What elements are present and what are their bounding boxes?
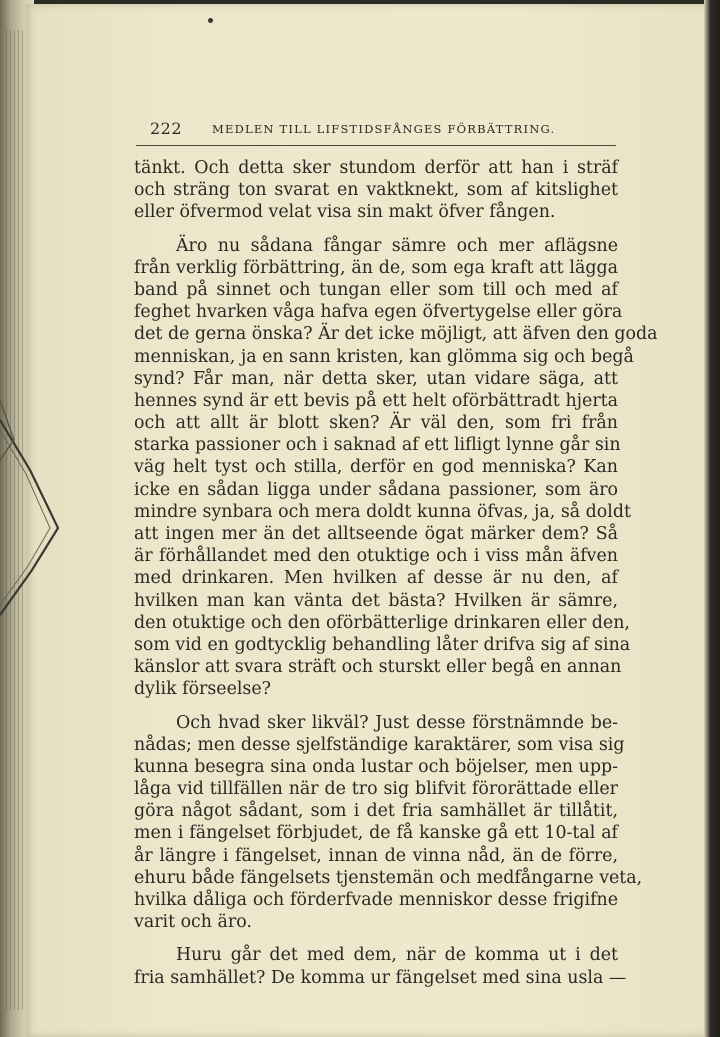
bookmark-slip [0,400,70,630]
running-title: MEDLEN TILL LIFSTIDSFÅNGES FÖRBÄTTRING. [212,122,556,136]
text-line: och sträng ton svarat en vaktknekt, som af kitslighet [134,180,618,201]
text-line: som vid en godtycklig behandling låter drifva sig af sina [134,634,631,655]
paragraph-gap [134,933,618,944]
text-line: från verklig förbättring, än de, som ega kraft att lägga [134,257,618,278]
text-line: med drinkaren. Men hvilken af desse är nu den, af [134,568,618,589]
text-line: år längre i fängelset, innan de vinna nåd, än de förre, [134,845,618,866]
paragraph-gap [134,701,618,712]
text-line: kunna besegra sina onda lustar och böjelser, men upp- [134,756,618,777]
paragraph [134,712,643,934]
body-text [134,157,658,989]
ink-dot [208,18,213,23]
text-line: icke en sådan ligga under sådana passioner, som äro [134,479,618,500]
text-line: menniskan, ja en sann kristen, kan glömma sig och begå [134,346,634,367]
text-line: feghet hvarken våga hafva egen öfvertygelse eller göra [134,302,623,323]
page-number: 222 [150,119,183,138]
page-header [150,118,620,140]
paragraph-gap [134,224,618,235]
text-line: fria samhället? De komma ur fängelset med sina usla — [134,967,627,988]
paragraph [134,235,658,701]
text-line: dylik förseelse? [134,679,271,700]
text-line: hvilken man kan vänta det bästa? Hvilken är sämre, [134,590,618,611]
text-line: men i fängelset förbjudet, de få kanske gå ett 10-tal af [134,823,618,844]
text-line: låga vid tillfällen när de tro sig blifvit förorättade eller [134,779,618,800]
text-line: är förhållandet med den otuktige och i viss mån äfven [134,546,618,567]
text-line: och att allt är blott sken? Är väl den, som fri från [134,413,618,434]
text-line: varit och äro. [134,912,252,933]
text-line: Huru går det med dem, när de komma ut i det [176,945,618,966]
text-line: eller öfvermod velat visa sin makt öfver fången. [134,202,556,223]
text-line: synd? Får man, när detta sker, utan vidare säga, att [134,368,618,389]
text-line: att ingen mer än det alltseende ögat märker dem? Så [134,524,618,544]
text-line: mindre synbara och mera doldt kunna öfvas, ja, så doldt [134,501,631,522]
text-line: den otuktige och den oförbätterlige drinkaren eller den, [134,612,630,633]
paragraph [134,944,627,988]
text-line: det de gerna önska? Är det icke möjligt, att äfven den goda [134,324,658,345]
book-right-edge [704,0,720,1037]
text-line: band på sinnet och tungan eller som till och med af [134,279,618,300]
text-line: väg helt tyst och stilla, derför en god menniska? Kan [134,457,618,478]
text-line: Äro nu sådana fångar sämre och mer aflägsne [176,235,618,256]
text-line: nådas; men desse sjelfständige karaktärer, som visa sig [134,734,625,755]
paragraph [134,157,618,224]
text-line: Och hvad sker likväl? Just desse förstnämnde be- [176,712,618,733]
text-line: ehuru både fängelsets tjenstemän och medfångarne veta, [134,867,643,888]
text-line: göra något sådant, som i det fria samhället är tillåtit, [134,801,618,822]
text-line: tänkt. Och detta sker stundom derför att han i sträf [134,158,618,178]
header-rule [136,145,616,146]
text-line: starka passioner och i saknad af ett lifligt lynne går sin [134,435,621,456]
text-line: hennes synd är ett bevis på ett helt oförbättradt hjerta [134,390,618,411]
text-line: känslor att svara sträft och sturskt eller begå en annan [134,657,622,678]
text-line: hvilka dåliga och förderfvade menniskor desse frigifne [134,890,618,910]
